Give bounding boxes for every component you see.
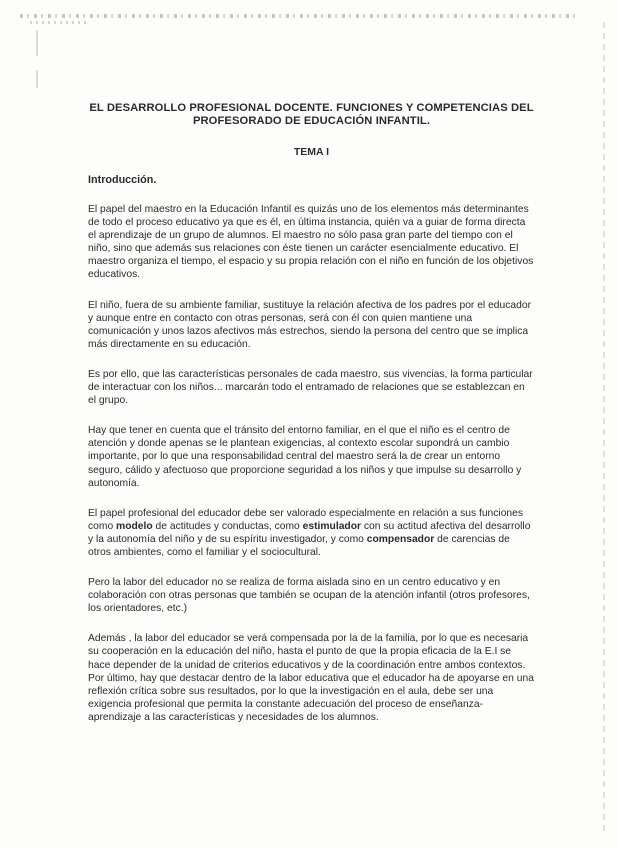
paragraph-5-bold-modelo: modelo	[116, 520, 153, 532]
document-title: EL DESARROLLO PROFESIONAL DOCENTE. FUNCIONES Y COMPETENCIAS DEL PROFESORADO DE EDUCACIÓN INFANTIL.	[89, 102, 534, 127]
paragraph-5-text-4: de carencias de otros ambientes, como el familiar y el sociocultural.	[88, 533, 510, 558]
paragraph-3: Es por ello, que las características personales de cada maestro, sus vivencias, la forma particular de interactuar con los niños... marcarán todo el entramado de relaciones que se establezcan en el grupo.	[88, 368, 533, 407]
paragraph-5-bold-estimulador: estimulador	[302, 520, 362, 532]
paragraph-5-text-2: de actitudes y conductas, como	[152, 520, 303, 532]
paragraph-4: Hay que tener en cuenta que el tránsito del entorno familiar, en el que el niño es el centro de atención y donde apenas se le plantean exigencias, al contexto escolar supondrá un cambio importante, por lo que una responsabilidad central del maestro será la de crear un entorno seguro, cálido y afectuoso que proporcione seguridad a los niños y que impulse su desarrollo y autonomía.	[88, 425, 522, 489]
paragraph-7: Además , la labor del educador se verá compensada por la de la familia, por lo que es necesaria su cooperación en la educación del niño, hasta el punto de que la propia eficacia de la E.I se hace depender de la unidad de criterios educativos y de la coordinación entre ambos contextos. Por último, hay que destacar dentro de la labor educativa que el educador ha de apoyarse en una reflexión crítica sobre sus resultados, por lo que la investigación en el aula, debe ser una exigencia profesional que permita la constante adecuación del proceso de enseñanza-aprendizaje a las características y necesidades de los alumnos.	[88, 633, 534, 723]
section-heading: Introducción.	[88, 174, 157, 186]
paragraph-5-bold-compensador: compensador	[366, 533, 435, 545]
paragraph-5-text-1: El papel profesional del educador debe ser valorado especialmente en relación a sus funciones como	[88, 507, 524, 532]
scan-artifact-left-1	[36, 30, 38, 56]
scan-artifact-top	[20, 14, 580, 18]
paragraph-2: El niño, fuera de su ambiente familiar, sustituye la relación afectiva de los padres por el educador y aunque entre en contacto con otras personas, será con él con quien mantiene una comunicación y unos lazos afectivos más estrechos, siendo la persona del centro que se implica más directamente en su educación.	[88, 299, 532, 350]
scan-artifact-top-left	[30, 21, 90, 24]
scan-artifact-left-2	[36, 70, 38, 88]
paragraph-5	[88, 507, 535, 559]
paragraph-5-text-3: con su actitud afectiva del desarrollo y la autonomía del niño y de su espíritu investigador, y como	[88, 520, 531, 545]
document-body	[88, 102, 535, 724]
paragraph-6: Pero la labor del educador no se realiza de forma aislada sino en un centro educativo y en colaboración con otras personas que también se ocupan de la atención infantil (otros profesores, los orientadores, etc.)	[88, 577, 530, 615]
paragraph-1: El papel del maestro en la Educación Infantil es quizás uno de los elementos más determinantes de todo el proceso educativo ya que es él, en última instancia, quién va a guiar de forma directa el aprendizaje de un grupo de alumnos. El maestro no sólo pasa gran parte del tiempo con el niño, sino que además sus relaciones con éste tienen un carácter esencialmente educativo. El maestro organiza el tiempo, el espacio y su propia relación con el niño en función de los objetivos educativos.	[88, 204, 534, 281]
document-subtitle: TEMA I	[293, 146, 330, 158]
scan-artifact-right	[603, 22, 605, 832]
